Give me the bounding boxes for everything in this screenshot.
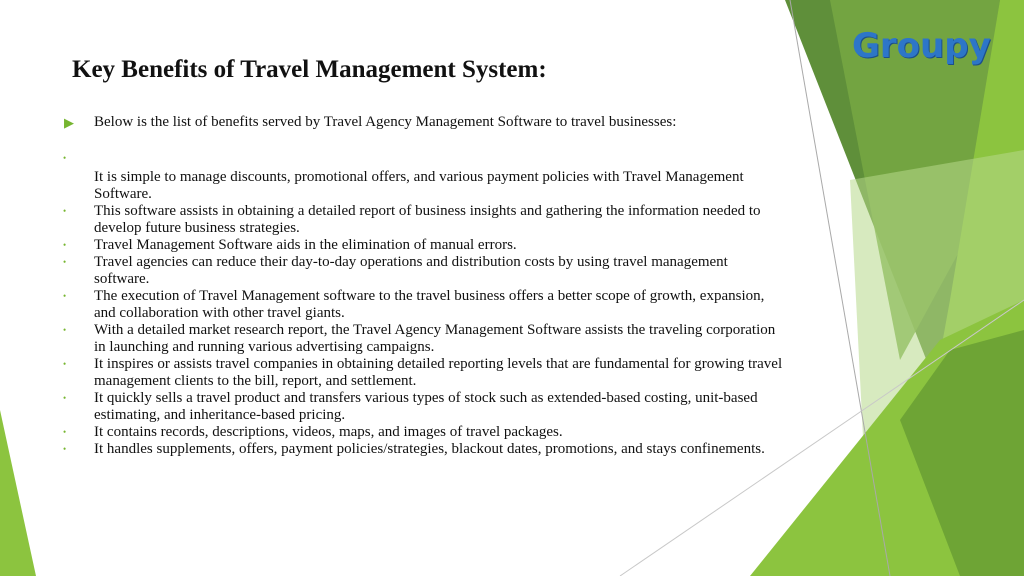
deco-left-triangle — [0, 410, 36, 576]
slide-title: Key Benefits of Travel Management System: — [72, 56, 547, 83]
list-item: • Travel agencies can reduce their day-to-day operations and distribution costs by using travel management software. — [63, 254, 728, 287]
dot-icon: • — [63, 393, 67, 403]
intro-text: Below is the list of benefits served by Travel Agency Management Software to travel businesses: — [94, 114, 677, 130]
dot-icon: • — [63, 359, 67, 369]
intro-paragraph — [64, 114, 764, 132]
dot-icon: • — [63, 240, 67, 250]
list-item: • Travel Management Software aids in the elimination of manual errors. — [63, 237, 517, 253]
dot-icon: • — [63, 206, 67, 216]
list-item: • With a detailed market research report, the Travel Agency Management Software assists the traveling corporation in launching and running various advertising campaigns. — [63, 322, 776, 355]
benefits-list — [64, 150, 784, 458]
list-item: • The execution of Travel Management software to the travel business offers a better scope of growth, expansion, and collaboration with other travel giants. — [63, 288, 765, 321]
dot-icon: • — [63, 291, 67, 301]
triangle-right-icon: ▶ — [64, 116, 74, 131]
dot-icon: • — [63, 153, 67, 163]
list-item: • It inspires or assists travel companies in obtaining detailed reporting levels that are fundamental for growing travel management clients to the bill, report, and settlement. — [63, 356, 783, 389]
list-item: • It contains records, descriptions, videos, maps, and images of travel packages. — [63, 424, 563, 440]
list-item: • It handles supplements, offers, payment policies/strategies, blackout dates, promotions, and stays confinements. — [63, 441, 765, 457]
dot-icon: • — [63, 444, 67, 454]
groupy-logo: Groupy — [852, 26, 991, 66]
dot-icon: • — [63, 427, 67, 437]
dot-icon: • — [63, 325, 67, 335]
list-item: • It quickly sells a travel product and transfers various types of stock such as extended-based costing, unit-based estimating, and inheritance-based pricing. — [63, 390, 758, 423]
dot-icon: • — [63, 257, 67, 267]
list-item: • It is simple to manage discounts, promotional offers, and various payment policies with Travel Management Software. — [64, 150, 784, 203]
list-item: • This software assists in obtaining a detailed report of business insights and gathering the information needed to develop future business strategies. — [63, 203, 761, 236]
